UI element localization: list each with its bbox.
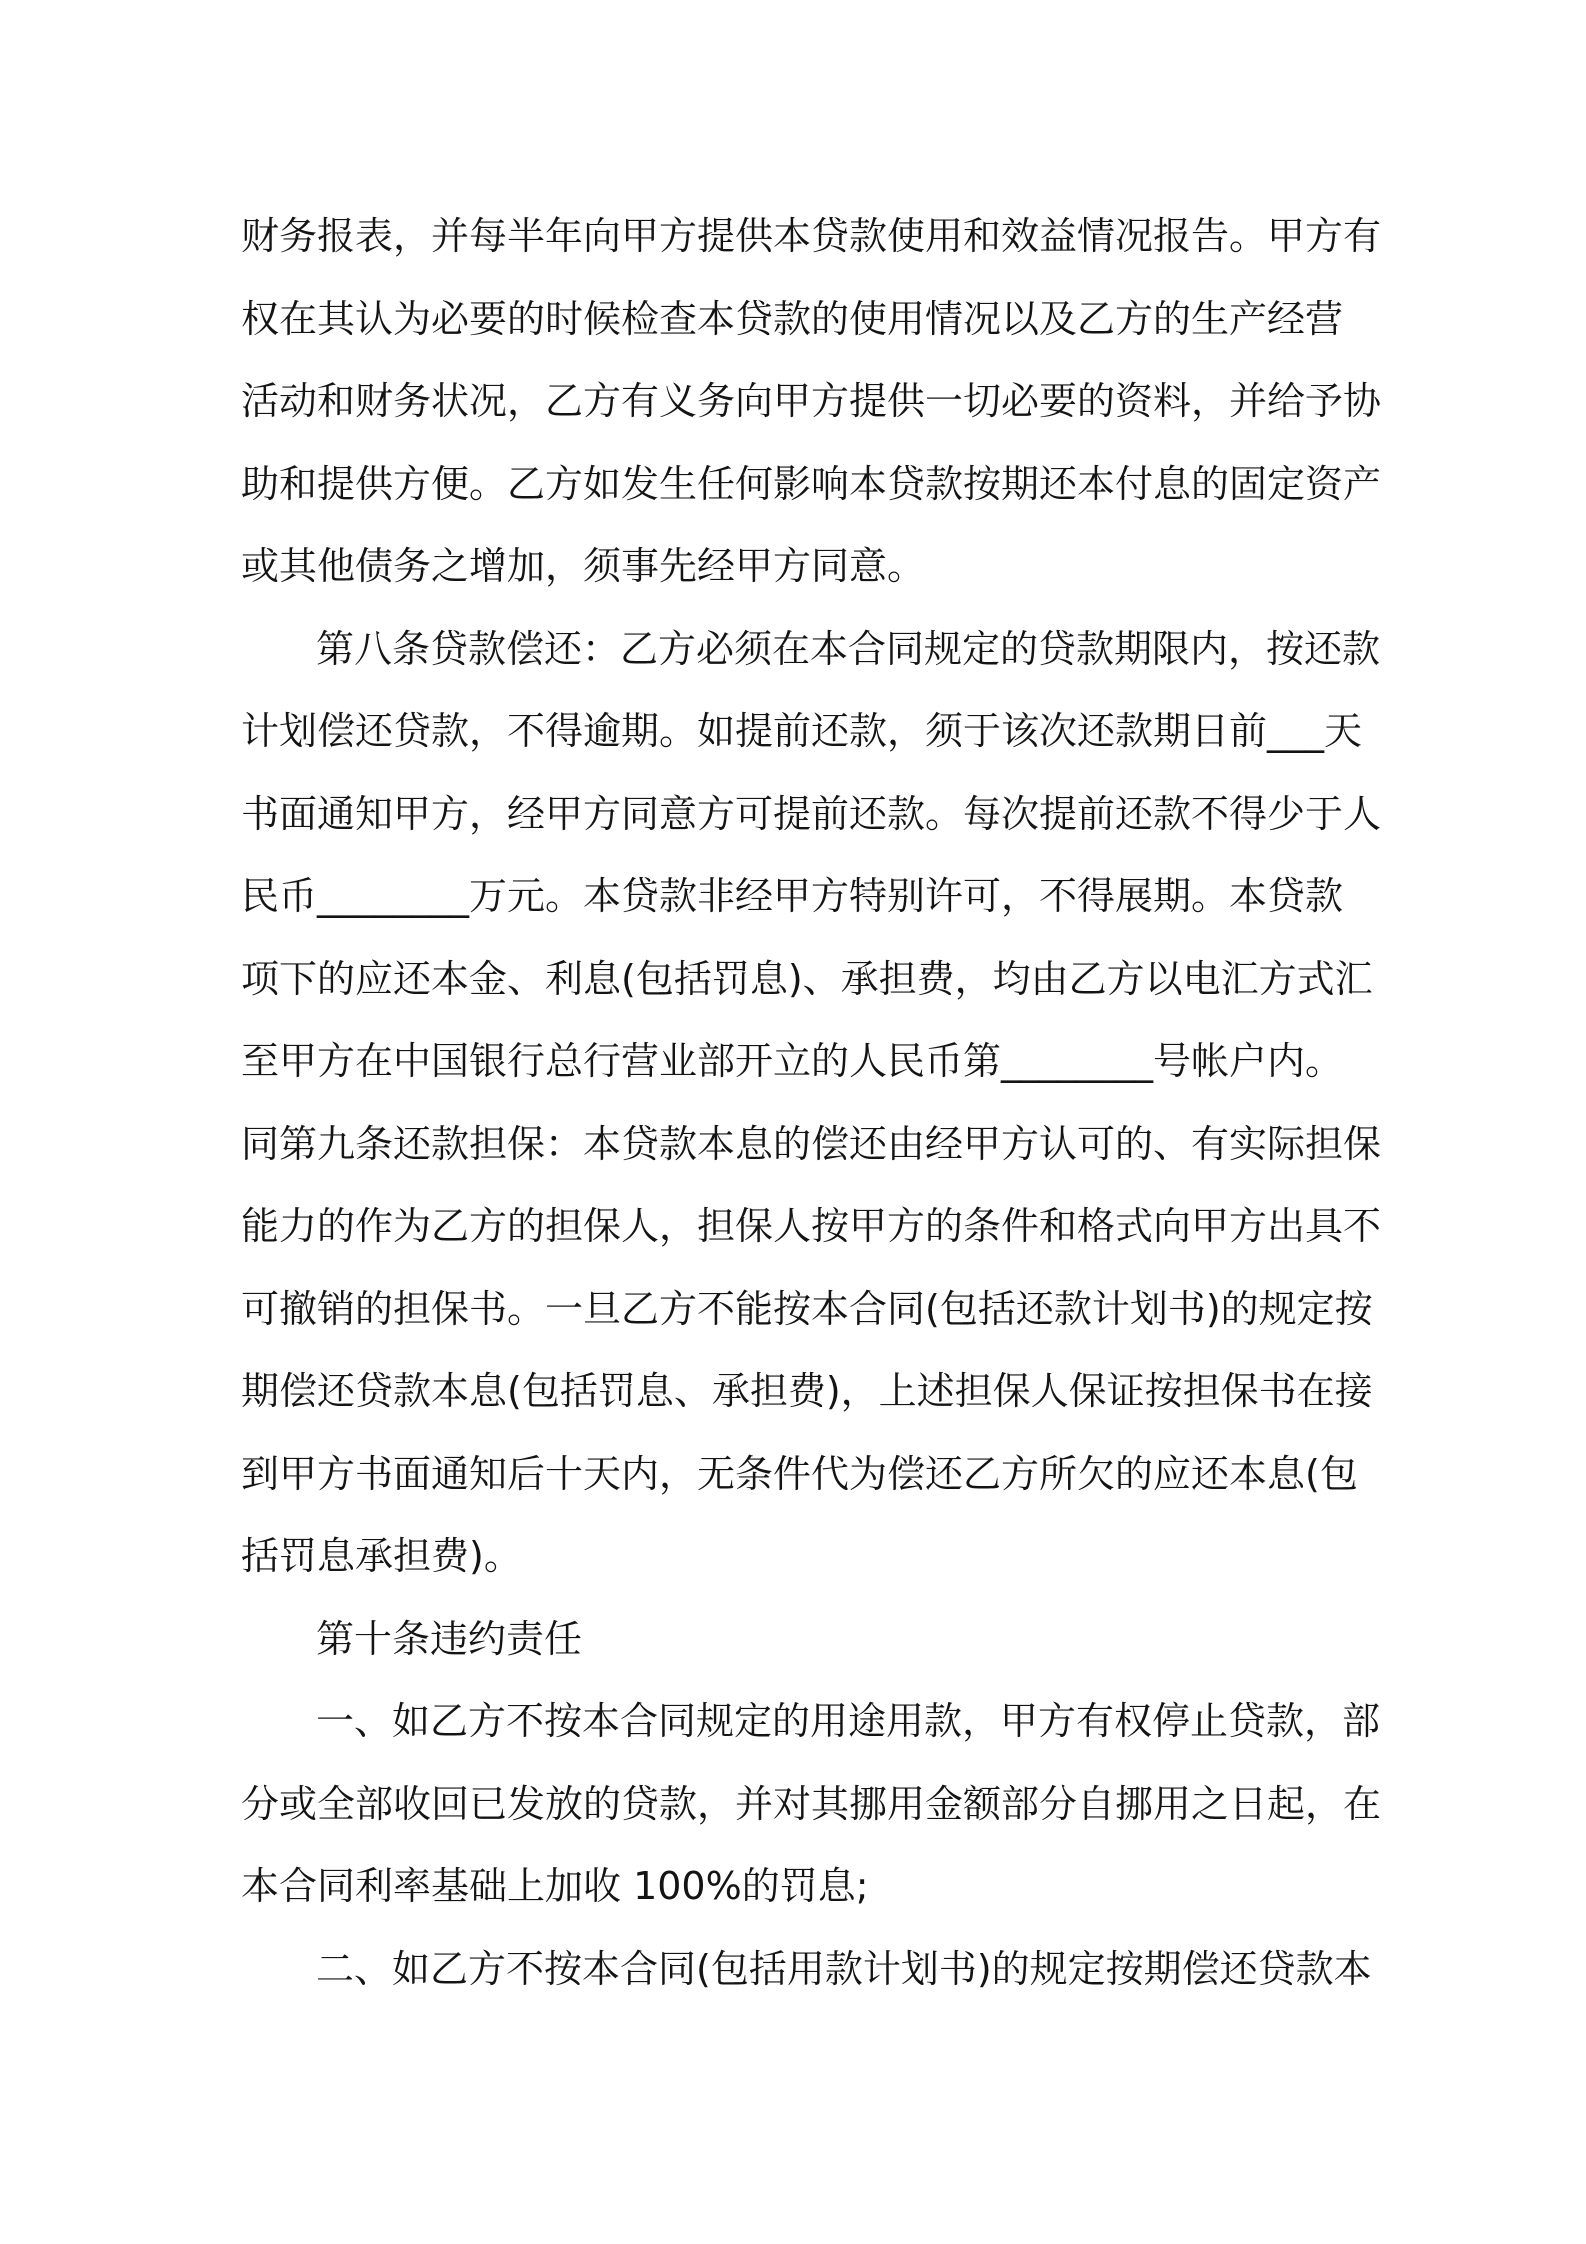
text-line: 民币________万元。本贷款非经甲方特别许可，不得展期。本贷款: [241, 874, 1344, 918]
text-line: 本合同利率基础上加收 100%的罚息;: [241, 1864, 869, 1908]
text-line: 助和提供方便。乙方如发生任何影响本贷款按期还本付息的固定资产: [241, 461, 1382, 506]
text-line: 到甲方书面通知后十天内，无条件代为偿还乙方所欠的应还本息(包: [241, 1451, 1358, 1496]
text-line: 期偿还贷款本息(包括罚息、承担费)，上述担保人保证按担保书在接: [241, 1369, 1373, 1413]
text-line: 财务报表，并每半年向甲方提供本贷款使用和效益情况报告。甲方有: [241, 214, 1382, 258]
text-line: 能力的作为乙方的担保人，担保人按甲方的条件和格式向甲方出具不: [241, 1204, 1382, 1248]
text-line: 分或全部收回已发放的贷款，并对其挪用金额部分自挪用之日起，在: [241, 1781, 1382, 1826]
text-line: 书面通知甲方，经甲方同意方可提前还款。每次提前还款不得少于人: [241, 791, 1382, 836]
text-line: 权在其认为必要的时候检查本贷款的使用情况以及乙方的生产经营: [241, 296, 1344, 341]
article-9-line: 同第九条还款担保：本贷款本息的偿还由经甲方认可的、有实际担保: [241, 1121, 1382, 1166]
contract-body-text: [241, 195, 1382, 2010]
text-line: 至甲方在中国银行总行营业部开立的人民币第________号帐户内。: [241, 1039, 1344, 1083]
clause-2-line: 二、如乙方不按本合同(包括用款计划书)的规定按期偿还贷款本: [316, 1946, 1372, 1991]
text-line: 或其他债务之增加，须事先经甲方同意。: [241, 544, 926, 588]
text-line: 计划偿还贷款，不得逾期。如提前还款，须于该次还款期日前___天: [241, 709, 1363, 753]
article-8-heading-line: 第八条贷款偿还：乙方必须在本合同规定的贷款期限内，按还款: [316, 626, 1381, 671]
article-10-heading: 第十条违约责任: [316, 1616, 583, 1661]
text-line: 活动和财务状况，乙方有义务向甲方提供一切必要的资料，并给予协: [241, 379, 1382, 423]
text-line: 项下的应还本金、利息(包括罚息)、承担费，均由乙方以电汇方式汇: [241, 956, 1373, 1001]
text-line: 可撤销的担保书。一旦乙方不能按本合同(包括还款计划书)的规定按: [241, 1286, 1373, 1331]
clause-1-line: 一、如乙方不按本合同规定的用途用款，甲方有权停止贷款，部: [316, 1699, 1381, 1743]
text-line: 括罚息承担费)。: [241, 1534, 522, 1578]
